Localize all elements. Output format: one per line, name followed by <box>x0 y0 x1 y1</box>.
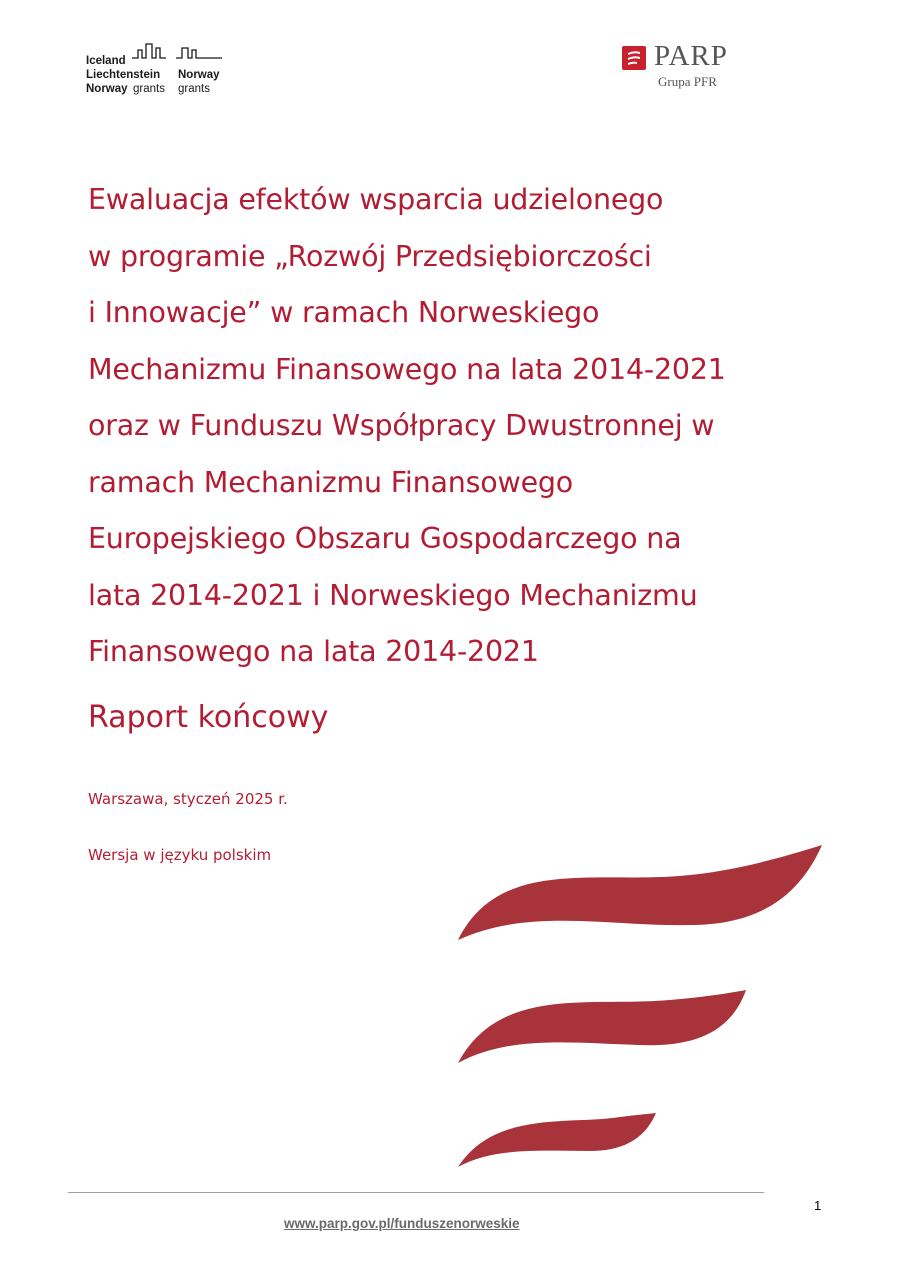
wave-bottom <box>458 1113 656 1167</box>
decorative-waves-graphic <box>440 835 840 1175</box>
wave-middle <box>458 990 746 1063</box>
grants-logo-grants-left: grants <box>133 83 165 95</box>
title-line: Ewaluacja efektów wsparcia udzielonego <box>88 183 664 216</box>
title-line: Finansowego na lata 2014-2021 <box>88 635 539 668</box>
page-number: 1 <box>814 1198 822 1213</box>
skyline-icon <box>132 40 224 66</box>
parp-mark-icon <box>622 46 646 70</box>
document-subtitle: Raport końcowy <box>88 700 329 735</box>
title-line: Europejskiego Obszaru Gospodarczego na <box>88 522 682 555</box>
parp-subtitle: Grupa PFR <box>658 74 717 89</box>
parp-logo <box>622 40 762 96</box>
footer-website-link[interactable]: www.parp.gov.pl/funduszenorweskie <box>284 1216 520 1231</box>
wave-top <box>458 845 822 940</box>
grants-logo-norway: Norway <box>178 69 220 81</box>
title-line: ramach Mechanizmu Finansowego <box>88 465 574 499</box>
grants-logo-iceland: Iceland <box>86 55 126 67</box>
title-line: lata 2014-2021 i Norweskiego Mechanizmu <box>88 578 698 612</box>
title-line: i Innowacje” w ramach Norweskiego <box>88 296 600 329</box>
place-date: Warszawa, styczeń 2025 r. <box>88 790 288 808</box>
title-line: oraz w Funduszu Współpracy Dwustronnej w <box>88 409 715 442</box>
document-title <box>88 172 838 681</box>
footer-divider <box>68 1192 764 1193</box>
grants-logo-norway-bold: Norway <box>86 83 128 95</box>
grants-logo-grants-right: grants <box>178 83 210 95</box>
grants-logo-liechtenstein: Liechtenstein <box>86 69 161 81</box>
parp-wordmark: PARP <box>654 40 728 72</box>
title-line: w programie „Rozwój Przedsiębiorczości <box>88 239 652 273</box>
title-line: Mechanizmu Finansowego na lata 2014-2021 <box>88 352 726 386</box>
language-version: Wersja w języku polskim <box>88 846 272 864</box>
eea-norway-grants-logo <box>86 40 236 100</box>
